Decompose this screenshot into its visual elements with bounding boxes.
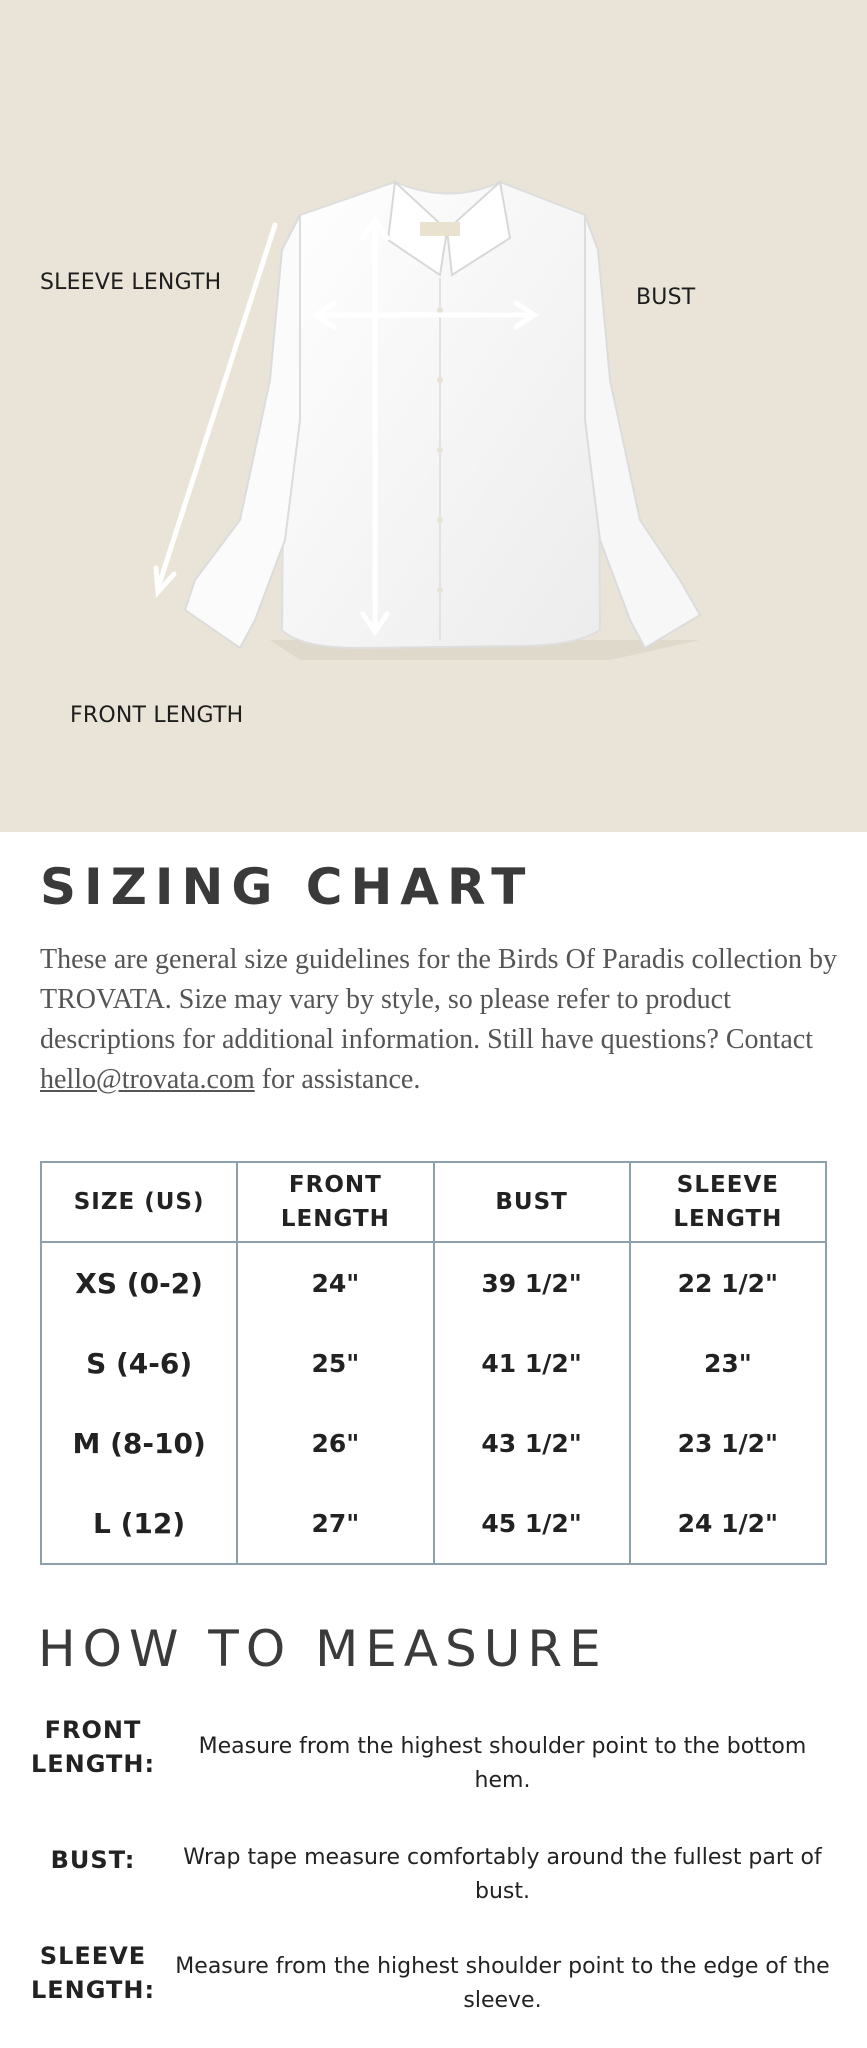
sleeve-length-cell: 24 1/2" — [630, 1483, 826, 1564]
shirt-right-sleeve — [585, 215, 700, 648]
measure-desc-bust: Wrap tape measure comfortably around the fullest part of bust. — [183, 1845, 822, 1904]
bust-cell: 43 1/2" — [434, 1403, 630, 1483]
bust-cell: 39 1/2" — [434, 1242, 630, 1323]
bust-label: BUST — [636, 285, 696, 310]
size-cell: XS (0-2) — [41, 1242, 237, 1323]
table-row — [41, 1403, 826, 1483]
sleeve-length-cell: 23" — [630, 1323, 826, 1403]
front-length-cell: 25" — [237, 1323, 433, 1403]
size-cell: L (12) — [41, 1483, 237, 1564]
size-table — [40, 1161, 827, 1565]
size-cell: S (4-6) — [41, 1323, 237, 1403]
table-row — [41, 1242, 826, 1323]
sizing-intro — [40, 940, 840, 1100]
shirt-tag — [420, 222, 460, 236]
product-hero-image — [0, 0, 867, 832]
table-header-row — [41, 1162, 826, 1242]
sleeve-length-cell: 23 1/2" — [630, 1403, 826, 1483]
how-to-measure-title: HOW TO MEASURE — [38, 1620, 608, 1678]
front-length-cell: 24" — [237, 1242, 433, 1323]
measure-desc-sleeve-length: Measure from the highest shoulder point to the edge of the sleeve. — [175, 1954, 830, 2013]
measure-label-sleeve-length: SLEEVE LENGTH: — [30, 1942, 156, 2004]
contact-email-link[interactable]: hello@trovata.com — [40, 1064, 255, 1095]
sizing-chart-title: SIZING CHART — [40, 858, 534, 916]
table-row — [41, 1483, 826, 1564]
intro-suffix: for assistance. — [261, 1064, 421, 1095]
bust-cell: 41 1/2" — [434, 1323, 630, 1403]
header-front-length: FRONT LENGTH — [237, 1162, 433, 1242]
measure-desc-front-length: Measure from the highest shoulder point to the bottom hem. — [198, 1734, 807, 1793]
intro-text: These are general size guidelines for the Birds Of Paradis collection by TROVATA. Size may vary by style, so please refer to product descriptions for additional information. Still have questions? Contact — [40, 944, 837, 1055]
table-row — [41, 1323, 826, 1403]
sleeve-length-cell: 22 1/2" — [630, 1242, 826, 1323]
size-cell: M (8-10) — [41, 1403, 237, 1483]
header-size: SIZE (US) — [41, 1162, 237, 1242]
sleeve-length-label: SLEEVE LENGTH — [40, 270, 222, 295]
measure-label-front-length: FRONT LENGTH: — [30, 1716, 156, 1778]
measure-label-bust: BUST: — [50, 1846, 136, 1874]
front-length-cell: 27" — [237, 1483, 433, 1564]
front-length-cell: 26" — [237, 1403, 433, 1483]
header-sleeve-length: SLEEVE LENGTH — [630, 1162, 826, 1242]
header-bust: BUST — [434, 1162, 630, 1242]
front-length-label: FRONT LENGTH — [70, 703, 244, 728]
bust-cell: 45 1/2" — [434, 1483, 630, 1564]
